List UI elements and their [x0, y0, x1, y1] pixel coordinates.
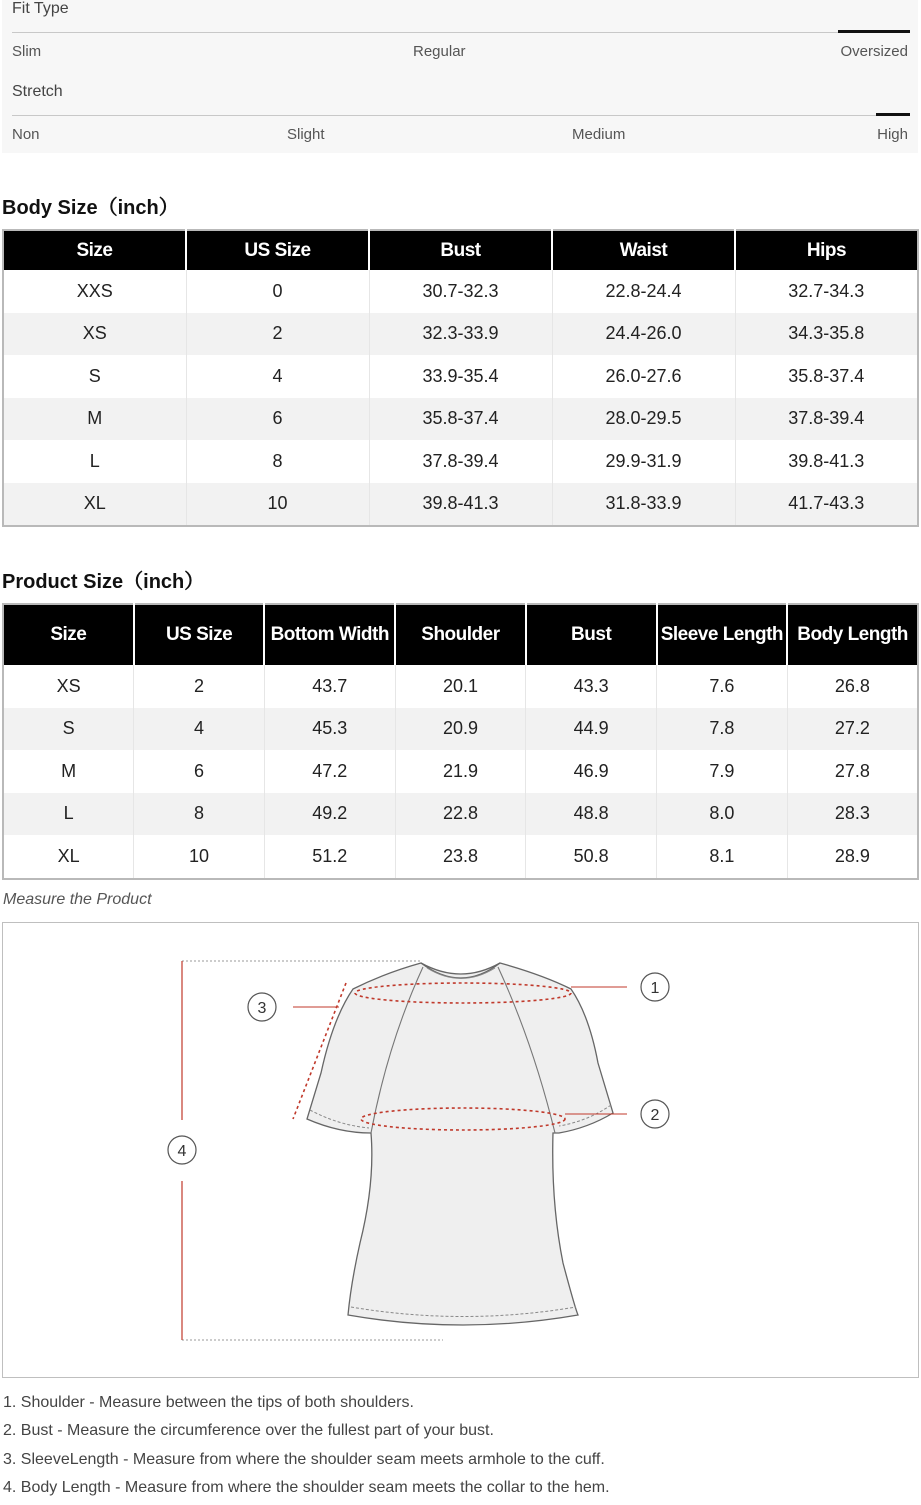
column-header: Shoulder: [395, 604, 526, 665]
table-row: [3, 750, 918, 793]
table-cell: 28.9: [787, 835, 918, 879]
table-cell: 32.3-33.9: [369, 313, 552, 356]
marker-2: 2: [650, 1107, 660, 1124]
table-cell: 50.8: [526, 835, 657, 879]
table-cell: 48.8: [526, 793, 657, 836]
fit-type-label: Fit Type: [12, 0, 69, 17]
table-header-row: [3, 604, 918, 665]
table-cell: 7.8: [657, 708, 788, 751]
table-cell: 28.3: [787, 793, 918, 836]
table-cell: 43.7: [264, 665, 395, 708]
table-cell: 49.2: [264, 793, 395, 836]
column-header: Waist: [552, 230, 735, 270]
table-cell: 20.1: [395, 665, 526, 708]
table-cell: 24.4-26.0: [552, 313, 735, 356]
fit-type-marker: [838, 30, 910, 33]
note-body-length: 4. Body Length - Measure from where the shoulder seam meets the collar to the hem.: [3, 1478, 610, 1496]
column-header: Size: [3, 604, 134, 665]
table-cell: 43.3: [526, 665, 657, 708]
table-cell: 8.0: [657, 793, 788, 836]
table-cell: 27.8: [787, 750, 918, 793]
column-header: Size: [3, 230, 186, 270]
table-cell: 4: [186, 355, 369, 398]
product-size-heading: [2, 565, 204, 594]
column-header: Hips: [735, 230, 918, 270]
tshirt-shape: [307, 963, 613, 1325]
table-cell: 0: [186, 270, 369, 313]
fit-option-oversized: Oversized: [840, 43, 908, 60]
table-cell: 35.8-37.4: [369, 398, 552, 441]
table-cell: 34.3-35.8: [735, 313, 918, 356]
body-size-unit: （inch）: [97, 197, 179, 219]
table-cell: 27.2: [787, 708, 918, 751]
table-cell: XS: [56, 675, 81, 696]
fit-type-track: [12, 32, 910, 33]
table-row: [3, 483, 918, 527]
measure-notes: [3, 1392, 610, 1505]
table-cell: 51.2: [264, 835, 395, 879]
table-cell: 22.8-24.4: [552, 270, 735, 313]
table-cell: XL: [3, 483, 186, 527]
table-cell: 37.8-39.4: [735, 398, 918, 441]
table-cell: 7.6: [657, 665, 788, 708]
product-size-title: Product Size: [2, 571, 124, 593]
stretch-option-medium: Medium: [572, 126, 626, 143]
table-cell: 33.9-35.4: [369, 355, 552, 398]
fit-option-regular: Regular: [413, 43, 466, 60]
table-cell: XXS: [76, 280, 113, 301]
table-cell: 47.2: [264, 750, 395, 793]
table-cell: 8.1: [657, 835, 788, 879]
table-cell: 39.8-41.3: [735, 440, 918, 483]
stretch-marker: [876, 113, 910, 116]
table-cell: 32.7-34.3: [735, 270, 918, 313]
table-cell: M: [61, 760, 77, 781]
table-cell: 22.8: [395, 793, 526, 836]
column-header: US Size: [186, 230, 369, 270]
table-cell: M: [3, 398, 186, 441]
table-row: [3, 835, 918, 879]
fit-panel: [2, 0, 918, 153]
table-cell: 46.9: [526, 750, 657, 793]
table-cell: S: [3, 708, 134, 751]
note-shoulder: 1. Shoulder - Measure between the tips of both shoulders.: [3, 1394, 414, 1411]
marker-3: 3: [257, 1000, 267, 1017]
table-row: [3, 665, 918, 708]
table-cell: XS: [3, 313, 186, 356]
table-cell: S: [88, 365, 101, 386]
table-row: [3, 313, 918, 356]
stretch-option-high: High: [877, 126, 908, 143]
table-cell: 39.8-41.3: [369, 483, 552, 527]
table-cell: 28.0-29.5: [552, 398, 735, 441]
fit-option-slim: Slim: [12, 43, 42, 60]
table-cell: 2: [186, 313, 369, 356]
table-cell: 8: [186, 440, 369, 483]
tshirt-diagram: [3, 923, 918, 1377]
table-row: [3, 440, 918, 483]
table-header-row: [3, 230, 918, 270]
table-cell: 8: [134, 793, 265, 836]
table-row: [3, 793, 918, 836]
column-header: Body Length: [787, 604, 918, 665]
body-size-title: Body Size: [2, 197, 98, 219]
column-header: Bust: [526, 604, 657, 665]
product-size-table: [2, 603, 919, 880]
stretch-option-non: Non: [12, 126, 40, 143]
product-size-unit: （inch）: [123, 571, 205, 593]
table-row: [3, 398, 918, 441]
table-cell: 6: [134, 750, 265, 793]
table-cell: 41.7-43.3: [735, 483, 918, 527]
table-cell: 6: [186, 398, 369, 441]
table-cell: 29.9-31.9: [552, 440, 735, 483]
table-cell: L: [89, 450, 100, 471]
marker-1: 1: [650, 980, 660, 997]
column-header: Sleeve Length: [657, 604, 788, 665]
table-cell: 21.9: [395, 750, 526, 793]
table-cell: 26.0-27.6: [552, 355, 735, 398]
table-cell: 31.8-33.9: [552, 483, 735, 527]
note-bust: 2. Bust - Measure the circumference over the fullest part of your bust.: [3, 1422, 494, 1440]
measure-diagram: [2, 922, 919, 1378]
column-header: Bust: [369, 230, 552, 270]
table-row: [3, 270, 918, 313]
table-cell: 37.8-39.4: [369, 440, 552, 483]
stretch-label: Stretch: [12, 83, 63, 100]
stretch-option-slight: Slight: [287, 126, 325, 143]
table-cell: 44.9: [526, 708, 657, 751]
table-cell: 26.8: [787, 665, 918, 708]
marker-4: 4: [177, 1143, 187, 1160]
table-cell: 35.8-37.4: [735, 355, 918, 398]
table-cell: 7.9: [657, 750, 788, 793]
body-size-table: [2, 229, 919, 527]
table-row: [3, 708, 918, 751]
table-cell: 4: [134, 708, 265, 751]
table-cell: 45.3: [264, 708, 395, 751]
table-cell: 20.9: [395, 708, 526, 751]
table-cell: 10: [134, 835, 265, 879]
table-cell: 23.8: [395, 835, 526, 879]
stretch-track: [12, 115, 910, 116]
table-cell: 2: [134, 665, 265, 708]
table-cell: 10: [186, 483, 369, 527]
table-cell: 30.7-32.3: [369, 270, 552, 313]
table-row: [3, 355, 918, 398]
table-cell: L: [3, 793, 134, 836]
note-sleeve-length: 3. SleeveLength - Measure from where the shoulder seam meets armhole to the cuff.: [3, 1450, 605, 1468]
column-header: Bottom Width: [264, 604, 395, 665]
body-size-heading: [2, 191, 179, 220]
measure-caption: Measure the Product: [3, 891, 152, 908]
column-header: US Size: [134, 604, 265, 665]
table-cell: XL: [57, 845, 80, 866]
